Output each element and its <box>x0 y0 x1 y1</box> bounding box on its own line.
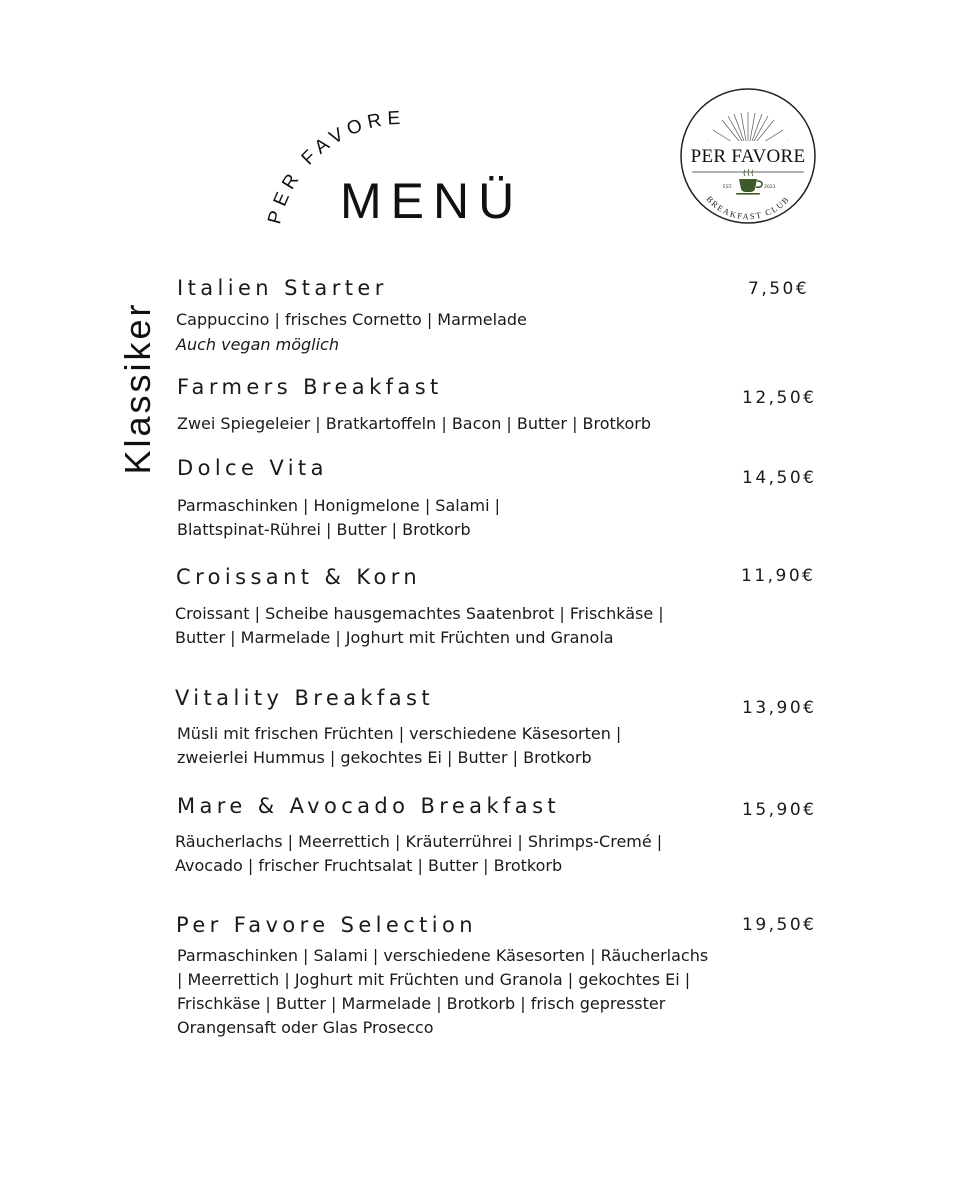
item-name: Croissant & Korn <box>176 565 422 589</box>
item-description: Räucherlachs | Meerrettich | Kräuterrührei | Shrimps-Cremé | Avocado | frischer Fruchtsalat | Butter | Brotkorb <box>175 832 663 875</box>
item-description: Parmaschinken | Honigmelone | Salami | Blattspinat-Rührei | Butter | Brotkorb <box>177 496 501 539</box>
svg-text:BREAKFAST CLUB <box>704 194 791 222</box>
item-description: Zwei Spiegeleier | Bratkartoffeln | Bacon | Butter | Brotkorb <box>177 414 652 433</box>
logo-subtitle: BREAKFAST CLUB <box>704 193 792 222</box>
item-name: Dolce Vita <box>177 456 328 480</box>
item-note: Auch vegan möglich <box>176 335 339 354</box>
item-price: 13,90€ <box>742 698 817 718</box>
item-name: Mare & Avocado Breakfast <box>177 794 561 818</box>
item-name: Farmers Breakfast <box>177 375 443 399</box>
brand-arc-text: PER FAVORE <box>264 107 407 227</box>
section-label-klassiker: Klassiker <box>117 301 158 475</box>
coffee-cup-icon <box>736 169 762 195</box>
item-price: 7,50€ <box>748 279 810 299</box>
item-description: Müsli mit frischen Früchten | verschiedene Käsesorten | zweierlei Hummus | gekochtes Ei | Butter | Brotkorb <box>177 724 622 767</box>
logo-year: 2023 <box>764 185 776 190</box>
item-description: Croissant | Scheibe hausgemachtes Saatenbrot | Frischkäse | Butter | Marmelade | Joghurt mit Früchten und Granola <box>175 604 664 647</box>
item-name: Vitality Breakfast <box>175 686 435 710</box>
item-price: 19,50€ <box>742 915 817 935</box>
logo-est: EST. <box>723 185 733 190</box>
item-price: 14,50€ <box>742 468 817 488</box>
item-name: Per Favore Selection <box>176 913 477 937</box>
page-title: MENÜ <box>340 173 524 229</box>
item-description: Cappuccino | frisches Cornetto | Marmelade <box>176 310 527 329</box>
logo-badge <box>678 86 818 226</box>
item-price: 11,90€ <box>741 566 816 586</box>
item-price: 12,50€ <box>742 388 817 408</box>
logo-name: PER FAVORE <box>690 146 806 167</box>
item-price: 15,90€ <box>742 800 817 820</box>
item-name: Italien Starter <box>177 276 388 300</box>
item-description: Parmaschinken | Salami | verschiedene Käsesorten | Räucherlachs | Meerrettich | Joghurt mit Früchten und Granola | gekochtes Ei | Frischkäse | Butter | Marmelade | Brotkorb | frisch gepresster Orangensaft oder Glas Prosecco <box>177 946 709 1037</box>
